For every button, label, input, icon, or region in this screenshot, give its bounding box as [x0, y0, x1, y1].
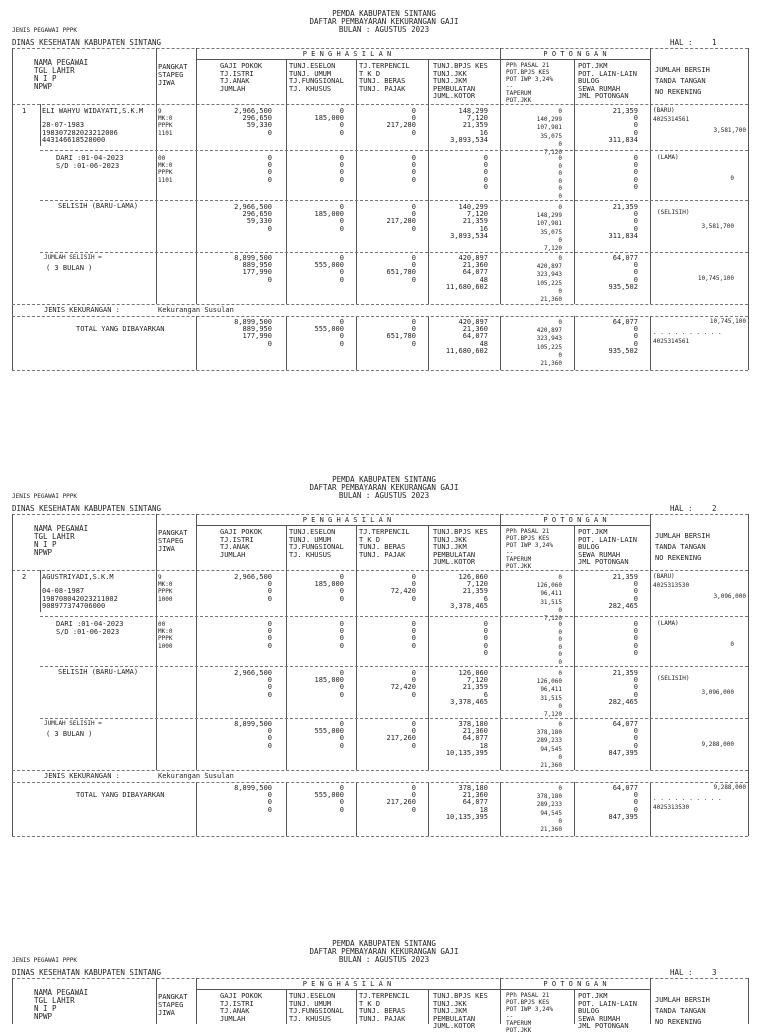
header-c7: PPh PASAL 21 POT.BPJS KES POT IWP 3,24% -- TAPERUM POT.JKK: [506, 62, 553, 104]
baru-c5: 0 0 217,280 0: [386, 107, 416, 137]
total-c7: 0 420,897 323,943 105,225 0 21,360: [536, 319, 562, 368]
jumlah-c7: 0 378,180 289,233 94,545 0 21,360: [536, 721, 562, 770]
jumlah-c4: 0 555,000 0 0: [314, 254, 344, 284]
lama-c8: 0 0 0 0 0: [633, 620, 638, 657]
header-c5: TJ.TERPENCIL T K D TUNJ. BERAS TUNJ. PAJAK: [359, 62, 410, 93]
header-c4: TUNJ.ESELON TUNJ. UMUM TJ.FUNGSIONAL TJ. KHUSUS: [289, 62, 344, 93]
header-c5: TJ.TERPENCIL T K D TUNJ. BERAS TUNJ. PAJAK: [359, 528, 410, 559]
lama-c7: 0 0 0 0 0 0: [558, 621, 562, 666]
periode: DARI :01-04-2023 S/D :01-06-2023: [56, 154, 124, 170]
hal-label: HAL :: [670, 504, 693, 513]
pangkat-baru: 9 MK:0 PPPK 1101: [158, 108, 173, 137]
selisih-c4: 0 185,000 0 0: [314, 203, 344, 233]
jumlah-c5: 0 0 217,260 0: [386, 720, 416, 750]
jumlah-c8: 64,077 0 0 0 847,395: [608, 720, 638, 757]
tiga-bulan-label: ( 3 BULAN ): [46, 730, 93, 738]
header-c3: GAJI POKOK TJ.ISTRI TJ.ANAK JUMLAH: [220, 62, 263, 93]
baru-c6: 148,299 7,120 21,359 16 3,893,534: [450, 107, 488, 144]
header-col2: PANGKAT STAPEG JIWA: [158, 993, 188, 1017]
jumlah-c3: 8,899,500 0 0 0: [234, 720, 272, 750]
lama-c5: 0 0 0 0: [411, 154, 416, 184]
header-c9: JUMLAH BERSIH TANDA TANGAN NO REKENING: [655, 532, 710, 562]
jenis-kekurangan-value: Kekurangan Susulan: [158, 306, 234, 314]
pangkat-baru: 9 MK:0 PPPK 1000: [158, 574, 173, 603]
total-label: TOTAL YANG DIBAYARKAN: [76, 325, 165, 333]
label-baru: (BARU): [653, 107, 675, 114]
rekening-number: 4025314561: [653, 116, 690, 123]
header-c7: PPh PASAL 21 POT.BPJS KES POT IWP 3,24% -- TAPERUM POT.JKK: [506, 528, 553, 570]
dinas-name: DINAS KESEHATAN KABUPATEN SINTANG: [12, 38, 162, 47]
net-lama: 0: [730, 175, 734, 182]
label-lama: (LAMA): [657, 620, 679, 627]
header-c5: TJ.TERPENCIL T K D TUNJ. BERAS TUNJ. PAJAK: [359, 992, 410, 1023]
baru-c7: 0 140,299 107,981 35,075 0 7,120: [536, 108, 562, 157]
header-col1: NAMA PEGAWAI TGL LAHIR N I P NPWP: [34, 58, 89, 91]
jumlah-c4: 0 555,000 0 0: [314, 720, 344, 750]
header-c8: POT.JKM POT. LAIN-LAIN BULOG SEWA RUMAH JML POTONGAN: [578, 62, 638, 100]
label-selisih: (SELISIH): [657, 675, 690, 682]
lama-c6: 0 0 0 0 0: [483, 154, 488, 191]
selisih-c7: 0 148,299 107,981 35,075 0 7,120: [536, 204, 562, 253]
title-daftar: DAFTAR PEMBAYARAN KEKURANGAN GAJI: [309, 947, 459, 956]
total-c8: 64,077 0 0 0 847,395: [608, 784, 638, 821]
jenis-pegawai: JENIS PEGAWAI PPPK: [12, 957, 78, 964]
row-number: 2: [22, 573, 27, 581]
jumlah-c5: 0 0 651,780 0: [386, 254, 416, 284]
page-2: [0, 466, 768, 846]
total-c5: 0 0 217,260 0: [386, 784, 416, 814]
net-total: 9,288,000: [713, 784, 746, 791]
selisih-c3: 2,966,500 296,650 59,330 0: [234, 203, 272, 233]
header-col2: PANGKAT STAPEG JIWA: [158, 63, 188, 87]
baru-c5: 0 0 72,420 0: [390, 573, 416, 603]
header-penghasilan: P E N G H A S I L A N: [302, 516, 392, 524]
lama-c5: 0 0 0 0: [411, 620, 416, 650]
employee-info: AGUSTRIYADI,S.K.M 04-08-1987 198708042023211002 908977374706000: [42, 573, 118, 610]
selisih-c7: 0 126,060 96,411 31,515 0 7,120: [536, 670, 562, 719]
jumlah-c6: 420,897 21,360 64,077 48 11,680,602: [445, 254, 488, 291]
dinas-name: DINAS KESEHATAN KABUPATEN SINTANG: [12, 504, 162, 513]
header-col2: PANGKAT STAPEG JIWA: [158, 529, 188, 553]
baru-c3: 2,966,500 0 0 0: [234, 573, 272, 603]
selisih-c6: 126,060 7,120 21,359 6 3,378,465: [450, 669, 488, 706]
selisih-c5: 0 0 72,420 0: [390, 669, 416, 699]
lama-c4: 0 0 0 0: [339, 154, 344, 184]
total-c6: 420,897 21,360 64,077 48 11,680,602: [445, 318, 488, 355]
header-c6: TUNJ.BPJS KES TUNJ.JKK TUNJ.JKM PEMBULATAN JUML.KOTOR: [433, 62, 488, 100]
header-c7: PPh PASAL 21 POT.BPJS KES POT IWP 3,24% -- TAPERUM POT.JKK: [506, 992, 553, 1034]
jenis-kekurangan-value: Kekurangan Susulan: [158, 772, 234, 780]
header-col1: NAMA PEGAWAI TGL LAHIR N I P NPWP: [34, 988, 89, 1021]
lama-c4: 0 0 0 0: [339, 620, 344, 650]
net-selisih: 3,096,000: [701, 689, 734, 696]
total-c6: 378,180 21,360 64,077 18 10,135,395: [445, 784, 488, 821]
header-potongan: P O T O N G A N: [543, 50, 607, 58]
jenis-kekurangan-label: JENIS KEKURANGAN :: [44, 306, 120, 314]
header-potongan: P O T O N G A N: [543, 980, 607, 988]
lama-c3: 0 0 0 0: [267, 620, 272, 650]
header-col1: NAMA PEGAWAI TGL LAHIR N I P NPWP: [34, 524, 89, 557]
total-c3: 8,899,500 0 0 0: [234, 784, 272, 814]
jumlah-c3: 8,899,500 889,950 177,990 0: [234, 254, 272, 284]
title-daftar: DAFTAR PEMBAYARAN KEKURANGAN GAJI: [309, 17, 459, 26]
header-c8: POT.JKM POT. LAIN-LAIN BULOG SEWA RUMAH JML POTONGAN: [578, 992, 638, 1030]
page-1: [0, 0, 768, 380]
total-c7: 0 378,180 289,233 94,545 0 21,360: [536, 785, 562, 834]
header-c3: GAJI POKOK TJ.ISTRI TJ.ANAK JUMLAH: [220, 992, 263, 1023]
total-c4: 0 555,000 0 0: [314, 318, 344, 348]
rekening-total: 4025314561: [653, 338, 690, 345]
label-baru: (BARU): [653, 573, 675, 580]
header-c4: TUNJ.ESELON TUNJ. UMUM TJ.FUNGSIONAL TJ. KHUSUS: [289, 992, 344, 1023]
header-c4: TUNJ.ESELON TUNJ. UMUM TJ.FUNGSIONAL TJ. KHUSUS: [289, 528, 344, 559]
baru-c8: 21,359 0 0 0 282,465: [608, 573, 638, 610]
hal-number: 3: [712, 968, 717, 977]
title-bulan: BULAN : AGUSTUS 2023: [338, 955, 430, 964]
lama-c7: 0 0 0 0 0 0: [558, 155, 562, 200]
header-penghasilan: P E N G H A S I L A N: [302, 50, 392, 58]
row-number: 1: [22, 107, 27, 115]
baru-c4: 0 185,000 0 0: [314, 573, 344, 603]
header-c8: POT.JKM POT. LAIN-LAIN BULOG SEWA RUMAH JML POTONGAN: [578, 528, 638, 566]
total-label: TOTAL YANG DIBAYARKAN: [76, 791, 165, 799]
baru-c3: 2,966,500 296,650 59,330 0: [234, 107, 272, 137]
header-c9: JUMLAH BERSIH TANDA TANGAN NO REKENING: [655, 66, 710, 96]
header-c6: TUNJ.BPJS KES TUNJ.JKK TUNJ.JKM PEMBULATAN JUML.KOTOR: [433, 528, 488, 566]
title-daftar: DAFTAR PEMBAYARAN KEKURANGAN GAJI: [309, 483, 459, 492]
jumlah-selisih-label: JUMLAH SELISIH =: [44, 254, 102, 261]
pangkat-lama: 00 MK:0 PPPK 1101: [158, 155, 173, 184]
header-potongan: P O T O N G A N: [543, 516, 607, 524]
net-jumlah: 10,745,100: [697, 275, 734, 282]
title-bulan: BULAN : AGUSTUS 2023: [338, 25, 430, 34]
header-penghasilan: P E N G H A S I L A N: [302, 980, 392, 988]
hal-number: 2: [712, 504, 717, 513]
net-baru: 3,096,000: [713, 593, 746, 600]
selisih-c5: 0 0 217,280 0: [386, 203, 416, 233]
selisih-c8: 21,359 0 0 0 311,834: [608, 203, 638, 240]
hal-label: HAL :: [670, 968, 693, 977]
periode: DARI :01-04-2023 S/D :01-06-2023: [56, 620, 124, 636]
net-total: 10,745,100: [709, 318, 746, 325]
title-pemda: PEMDA KABUPATEN SINTANG: [332, 475, 436, 484]
header-c9: JUMLAH BERSIH TANDA TANGAN NO REKENING: [655, 996, 710, 1026]
jumlah-c6: 378,180 21,360 64,077 18 10,135,395: [445, 720, 488, 757]
total-c5: 0 0 651,780 0: [386, 318, 416, 348]
selisih-c4: 0 185,000 0 0: [314, 669, 344, 699]
title-pemda: PEMDA KABUPATEN SINTANG: [332, 939, 436, 948]
title-pemda: PEMDA KABUPATEN SINTANG: [332, 9, 436, 18]
jumlah-c8: 64,077 0 0 0 935,502: [608, 254, 638, 291]
total-c3: 8,899,500 889,950 177,990 0: [234, 318, 272, 348]
lama-c8: 0 0 0 0 0: [633, 154, 638, 191]
baru-c6: 126,060 7,120 21,359 6 3,378,465: [450, 573, 488, 610]
jumlah-selisih-label: JUMLAH SELISIH =: [44, 720, 102, 727]
total-c4: 0 555,000 0 0: [314, 784, 344, 814]
title-bulan: BULAN : AGUSTUS 2023: [338, 491, 430, 500]
hal-label: HAL :: [670, 38, 693, 47]
jumlah-c7: 0 420,897 323,943 105,225 0 21,360: [536, 255, 562, 304]
net-selisih: 3,581,700: [701, 223, 734, 230]
pangkat-lama: 00 MK:0 PPPK 1000: [158, 621, 173, 650]
page-3: [0, 930, 768, 1034]
jenis-pegawai: JENIS PEGAWAI PPPK: [12, 27, 78, 34]
selisih-label: SELISIH (BARU-LAMA): [58, 668, 139, 676]
rekening-total: 4025313530: [653, 804, 690, 811]
net-baru: 3,581,700: [713, 127, 746, 134]
total-c8: 64,077 0 0 0 935,502: [608, 318, 638, 355]
selisih-c6: 140,299 7,120 21,359 16 3,893,534: [450, 203, 488, 240]
lama-c3: 0 0 0 0: [267, 154, 272, 184]
dinas-name: DINAS KESEHATAN KABUPATEN SINTANG: [12, 968, 162, 977]
hal-number: 1: [712, 38, 717, 47]
signature-dots: . . . . . . . . . .: [653, 795, 722, 802]
baru-c4: 0 185,000 0 0: [314, 107, 344, 137]
net-jumlah: 9,288,000: [701, 741, 734, 748]
employee-info: ELI WAHYU WIDAYATI,S.K.M 28-07-1983 198307282023212006 443146618528000: [42, 107, 144, 144]
lama-c6: 0 0 0 0 0: [483, 620, 488, 657]
tiga-bulan-label: ( 3 BULAN ): [46, 264, 93, 272]
baru-c7: 0 126,060 96,411 31,515 0 7,120: [536, 574, 562, 623]
selisih-c8: 21,359 0 0 0 282,465: [608, 669, 638, 706]
net-lama: 0: [730, 641, 734, 648]
baru-c8: 21,359 0 0 0 311,834: [608, 107, 638, 144]
label-lama: (LAMA): [657, 154, 679, 161]
rekening-number: 4025313530: [653, 582, 690, 589]
label-selisih: (SELISIH): [657, 209, 690, 216]
selisih-label: SELISIH (BARU-LAMA): [58, 202, 139, 210]
selisih-c3: 2,966,500 0 0 0: [234, 669, 272, 699]
jenis-kekurangan-label: JENIS KEKURANGAN :: [44, 772, 120, 780]
header-c6: TUNJ.BPJS KES TUNJ.JKK TUNJ.JKM PEMBULATAN JUML.KOTOR: [433, 992, 488, 1030]
jenis-pegawai: JENIS PEGAWAI PPPK: [12, 493, 78, 500]
header-c3: GAJI POKOK TJ.ISTRI TJ.ANAK JUMLAH: [220, 528, 263, 559]
signature-dots: . . . . . . . . . .: [653, 329, 722, 336]
